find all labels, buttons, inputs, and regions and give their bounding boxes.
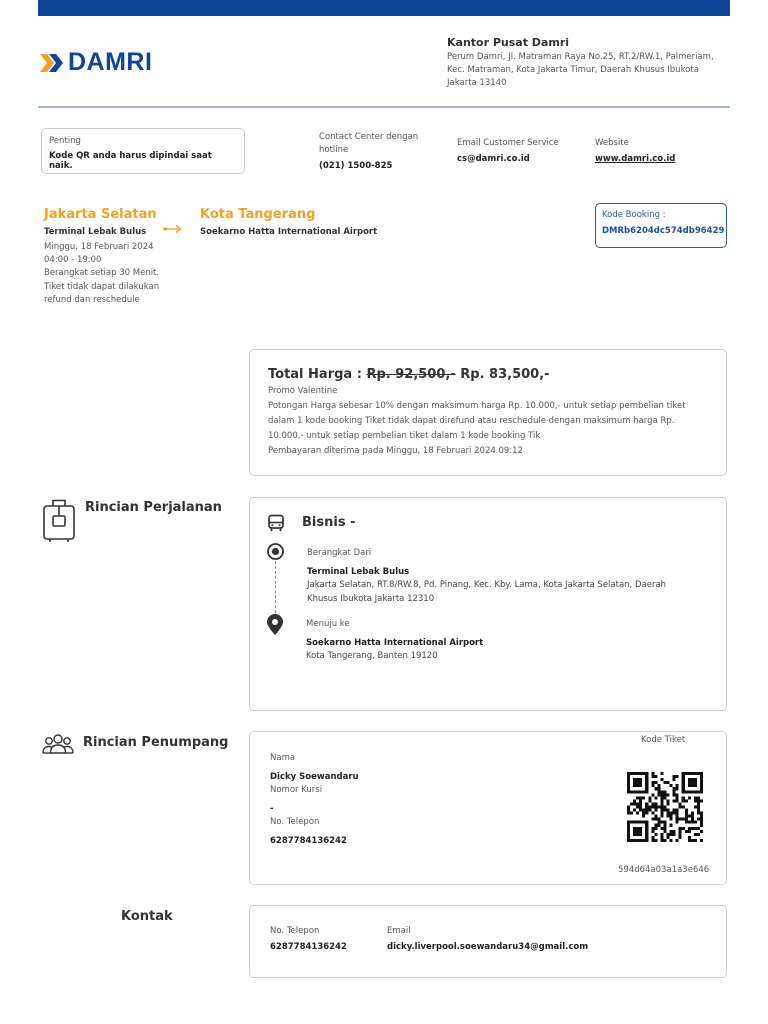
- seat-number: -: [270, 804, 274, 814]
- website-label: Website: [595, 138, 629, 148]
- destination-city: Kota Tangerang: [200, 207, 316, 222]
- ticket-code: 594d64a03a1a3e646: [618, 865, 710, 875]
- email-cs-label: Email Customer Service: [457, 138, 559, 148]
- arrival-label: Menuju ke: [306, 619, 350, 629]
- total-price: [268, 367, 708, 382]
- contact-center: [319, 131, 439, 171]
- trip-section-title: Rincian Perjalanan: [85, 500, 222, 515]
- travel-note: Berangkat setiap 30 Menit. Tiket tidak dapat dilakukan refund dan reschedule: [44, 268, 160, 305]
- logo-wordmark: DAMRI: [68, 48, 153, 76]
- route-arrow-icon: [163, 219, 183, 238]
- header-divider: [38, 106, 730, 108]
- passenger-name-label: Nama: [270, 753, 296, 763]
- departure-name: Terminal Lebak Bulus: [307, 567, 410, 577]
- damri-logo: [40, 48, 152, 77]
- contact-email-label: Email: [387, 926, 411, 936]
- promo-description: Potongan Harga sebesar 10% dengan maksimum harga Rp. 10.000,- untuk setiap pembelian tiket dalam 1 kode booking Tiket tidak dapat direfund atau reschedule dengan maksimum harga Rp. 10.000,- untuk setiap pembelian tiket dalam 1 kode booking Tik: [268, 401, 686, 441]
- payment-info: Pembayaran diterima pada Minggu, 18 Februari 2024 09:12: [268, 446, 523, 456]
- origin-city: Jakarta Selatan: [44, 207, 157, 222]
- route-origin: [44, 207, 174, 307]
- passengers-icon: [42, 733, 74, 759]
- passenger-info: [270, 752, 470, 848]
- damri-chevron-icon: [40, 52, 64, 74]
- arrival-address: Kota Tangerang, Banten 19120: [306, 651, 438, 661]
- ticket-qr-code: [627, 772, 703, 846]
- route-dashed-line: [275, 561, 276, 613]
- important-notice: [41, 128, 245, 174]
- ticket-code-label: Kode Tiket: [641, 735, 686, 745]
- contact-center-label: Contact Center dengan hotline: [319, 132, 419, 155]
- final-price: Rp. 83,500,-: [460, 367, 550, 382]
- passenger-name: Dicky Soewandaru: [270, 772, 359, 782]
- promo-name: Promo Valentine: [268, 386, 338, 396]
- booking-code-box: [595, 203, 727, 248]
- original-price: Rp. 92,500,-: [366, 367, 456, 382]
- booking-code-label: Kode Booking :: [602, 210, 666, 220]
- contact-phone-label: No. Telepon: [270, 926, 320, 936]
- contact-email: [387, 926, 588, 952]
- office-title: Kantor Pusat Damri: [447, 36, 570, 49]
- contact-section-title: Kontak: [121, 909, 173, 924]
- contact-center-hotline[interactable]: (021) 1500-825: [319, 161, 393, 171]
- departure-address: Jakarta Selatan, RT.8/RW.8, Pd. Pinang, Kec. Kby. Lama, Kota Jakarta Selatan, Daerah Khusus Ibukota Jakarta 12310: [307, 580, 667, 604]
- email-customer-service: [457, 138, 559, 164]
- luggage-icon: [42, 498, 76, 548]
- price-card: [249, 349, 727, 476]
- route-destination: [200, 207, 460, 237]
- departure-details: [307, 548, 687, 606]
- arrival-name: Soekarno Hatta International Airport: [306, 638, 484, 648]
- departure-label: Berangkat Dari: [307, 548, 372, 558]
- bus-class: Bisnis -: [302, 515, 356, 530]
- passenger-phone-label: No. Telepon: [270, 817, 320, 827]
- travel-time: 04:00 - 19:00: [44, 255, 102, 266]
- seat-number-label: Nomor Kursi: [270, 785, 323, 795]
- bus-icon: [267, 514, 285, 536]
- destination-terminal: Soekarno Hatta International Airport: [200, 227, 378, 237]
- travel-date: Minggu, 18 Februari 2024: [44, 242, 154, 252]
- top-color-bar: [38, 0, 730, 16]
- origin-terminal: Terminal Lebak Bulus: [44, 227, 147, 237]
- total-price-label: Total Harga :: [268, 367, 362, 382]
- email-cs-link[interactable]: cs@damri.co.id: [457, 154, 530, 164]
- office-address: Perum Damri, Jl. Matraman Raya No.25, RT.2/RW.1, Palmeriam, Kec. Matraman, Kota Jakarta Timur, Daerah Khusus Ibukota Jakarta 13140: [447, 52, 714, 88]
- booking-code: DMRb6204dc574db96429: [602, 226, 725, 236]
- passenger-phone: 6287784136242: [270, 836, 347, 846]
- contact-phone-value: 6287784136242: [270, 942, 347, 952]
- notice-text: Kode QR anda harus dipindai saat naik.: [49, 151, 212, 171]
- website-link[interactable]: www.damri.co.id: [595, 154, 676, 164]
- arrival-details: [306, 619, 686, 664]
- notice-label: Penting: [49, 136, 81, 146]
- contact-email-value[interactable]: dicky.liverpool.soewandaru34@gmail.com: [387, 942, 589, 952]
- website: [595, 138, 675, 164]
- schedule-info: [44, 241, 164, 307]
- passenger-section-title: Rincian Penumpang: [83, 735, 229, 750]
- location-pin-icon: [266, 614, 284, 640]
- contact-phone: [270, 926, 347, 952]
